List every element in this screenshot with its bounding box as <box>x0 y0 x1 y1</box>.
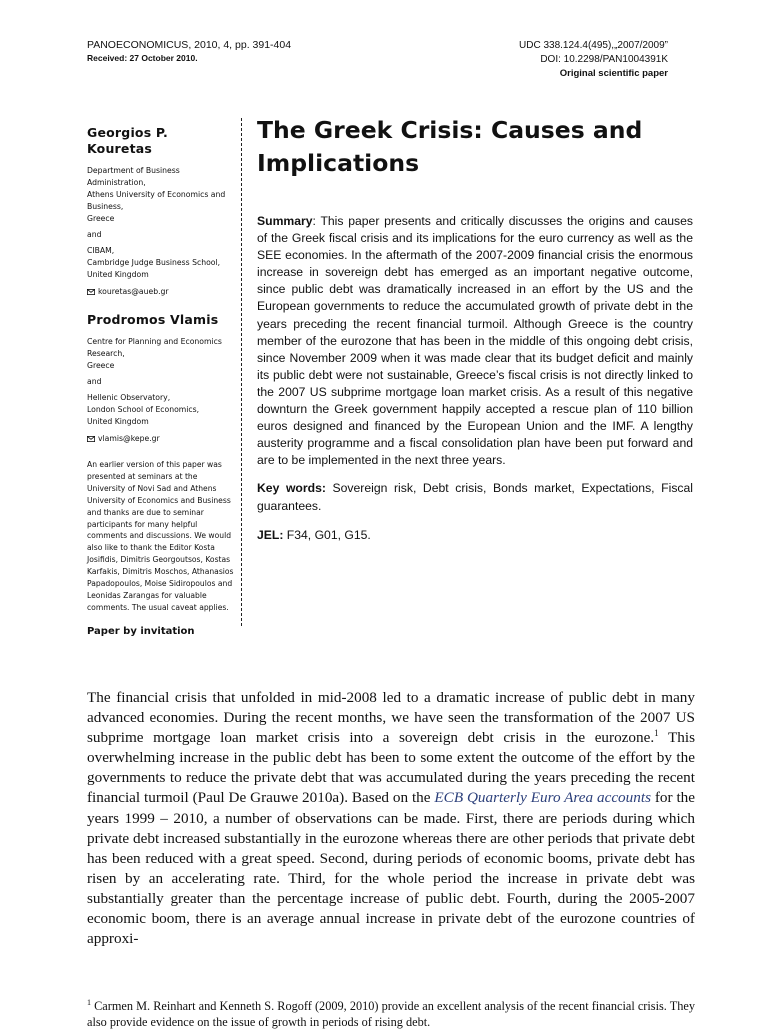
footnote-reference[interactable]: 1 <box>654 728 659 739</box>
envelope-icon <box>87 289 95 295</box>
affiliation-and: and <box>87 377 102 386</box>
received-date: Received: 27 October 2010. <box>87 53 198 63</box>
footnote <box>87 995 695 1030</box>
affiliation-line: Research, <box>87 349 125 358</box>
keywords-text: Sovereign risk, Debt crisis, Bonds market, Expectations, Fiscal guarantees. <box>257 481 693 513</box>
summary-label: Summary <box>257 214 313 228</box>
affiliation <box>87 165 237 225</box>
footnote-text: Carmen M. Reinhart and Kenneth S. Rogoff (2009, 2010) provide an excellent analysis of the recent financial crisis. They also provide evidence on the issue of growth in periods of rising debt. <box>87 999 695 1030</box>
author-name <box>87 125 237 157</box>
jel-text: F34, G01, G15. <box>283 527 371 542</box>
body-text-run: This overwhelming increase in the public debt has been to some extent the outcome of the effort by the governments to reduce the private debt that was accumulated during the years preceding the recent financial turmoil (Paul De Grauwe 2010a). Based on the <box>87 729 696 807</box>
author-name-line: Prodromos Vlamis <box>87 312 219 327</box>
author-name <box>87 312 237 328</box>
jel-codes <box>257 527 693 544</box>
paper-title: The Greek Crisis: Causes and Implications <box>257 116 643 177</box>
keywords <box>257 480 693 514</box>
journal-header <box>87 39 291 65</box>
body-text <box>87 688 695 949</box>
author-email[interactable] <box>87 433 237 445</box>
affiliation-line: Greece <box>87 361 115 370</box>
author-sidebar <box>87 125 237 637</box>
keywords-label: Key words: <box>257 481 326 496</box>
affiliation-line: United Kingdom <box>87 417 149 426</box>
jel-label: JEL: <box>257 527 284 542</box>
affiliation <box>87 392 237 428</box>
article-identifiers <box>519 39 668 81</box>
footnote-mark: 1 <box>87 998 91 1007</box>
affiliation-line: Business, <box>87 202 124 211</box>
affiliation-line: CIBAM, <box>87 246 115 255</box>
abstract <box>257 213 693 544</box>
body-paragraph <box>87 688 695 949</box>
affiliation-and: and <box>87 230 102 239</box>
journal-citation: PANOECONOMICUS, 2010, 4, pp. 391-404 <box>87 39 292 51</box>
affiliation-line: United Kingdom <box>87 270 149 279</box>
email-address[interactable]: kouretas@aueb.gr <box>98 287 169 296</box>
email-address[interactable]: vlamis@kepe.gr <box>98 434 160 443</box>
udc-code: UDC 338.124.4(495),„2007/2009” <box>519 40 668 51</box>
affiliation-line: London School of Economics, <box>87 405 200 414</box>
affiliation-line: Greece <box>87 214 115 223</box>
paper-by-invitation: Paper by invitation <box>87 625 195 637</box>
author-name-line: Kouretas <box>87 141 153 156</box>
affiliation-line: Cambridge Judge Business School, <box>87 258 221 267</box>
affiliation-line: Centre for Planning and Economics <box>87 337 222 346</box>
acknowledgement-note: An earlier version of this paper was presented at seminars at the University of Novi Sad and Athens University of Economics and Business and thanks are due to seminar participants for many helpful comments and discussions. We would also like to thank the Editor Kosta Josifidis, Dimitris Georgoutsos, Kostas Karfakis, Dimitris Moschos, Athanasios Papadopoulos, Moise Sidiropoulos and Leonidas Zarangas for valuable comments. The usual caveat applies. <box>87 460 234 612</box>
body-text-run: The financial crisis that unfolded in mid-2008 led to a dramatic increase of public debt in many advanced economies. During the recent months, we have seen the transformation of the 2007 US subprime mortgage loan market crisis into a sovereign debt crisis in the eurozone. <box>87 689 695 747</box>
column-divider <box>241 118 242 626</box>
body-text-run: for the years 1999 – 2010, a number of observations can be made. First, there are periods during which private debt increased substantially in the eurozone whereas there are other periods that private debt has been reduced with a great speed. Second, during periods of economic booms, private debt has risen by an accelerating rate. Third, for the whole period the increase in private debt was substantially greater than the percentage increase of public debt. Fourth, during the 2005-2007 economic boom, there is an average annual increase in private debt of the eurozone countries of approxi- <box>87 789 695 948</box>
ecb-accounts-reference: ECB Quarterly Euro Area accounts <box>434 789 651 807</box>
doi: DOI: 10.2298/PAN1004391K <box>540 54 668 65</box>
affiliation-line: Hellenic Observatory, <box>87 393 171 402</box>
paper-type: Original scientific paper <box>559 68 668 79</box>
affiliation-line: Department of Business Administration, <box>87 166 180 187</box>
summary-text: : This paper presents and critically discusses the origins and causes of the Greek fiscal crisis and its implications for the euro currency as well as the SEE economies. In the aftermath of the 2007-2009 financial crisis the enormous increase in sovereign debt has emerged as an important negative outcome, since public debt was dramatically increased in an effort by the US and the European governments to reduce the accumulated growth of private debt in the years preceding the recent financial turmoil. Although Greece is the country member of the eurozone that has been in the middle of this ongoing debt crisis, since November 2009 when it was made clear that its budget deficit and mainly its public debt were not sustainable, Greece’s fiscal crisis is not directly linked to the 2007 US subprime mortgage loan market crisis. As a result of this negative downturn the Greek government happily accepted a rescue plan of 110 billion euros designed and financed by the European Union and the IMF. A lengthy austerity programme and a fiscal consolidation plan have been put forward and are to be implemented in the next three years. <box>257 214 693 468</box>
envelope-icon <box>87 436 95 442</box>
summary-paragraph <box>257 213 693 469</box>
affiliation <box>87 336 237 372</box>
affiliation-line: Athens University of Economics and <box>87 190 226 199</box>
author-name-line: Georgios P. <box>87 125 168 140</box>
affiliation <box>87 245 237 281</box>
author-email[interactable] <box>87 286 237 298</box>
